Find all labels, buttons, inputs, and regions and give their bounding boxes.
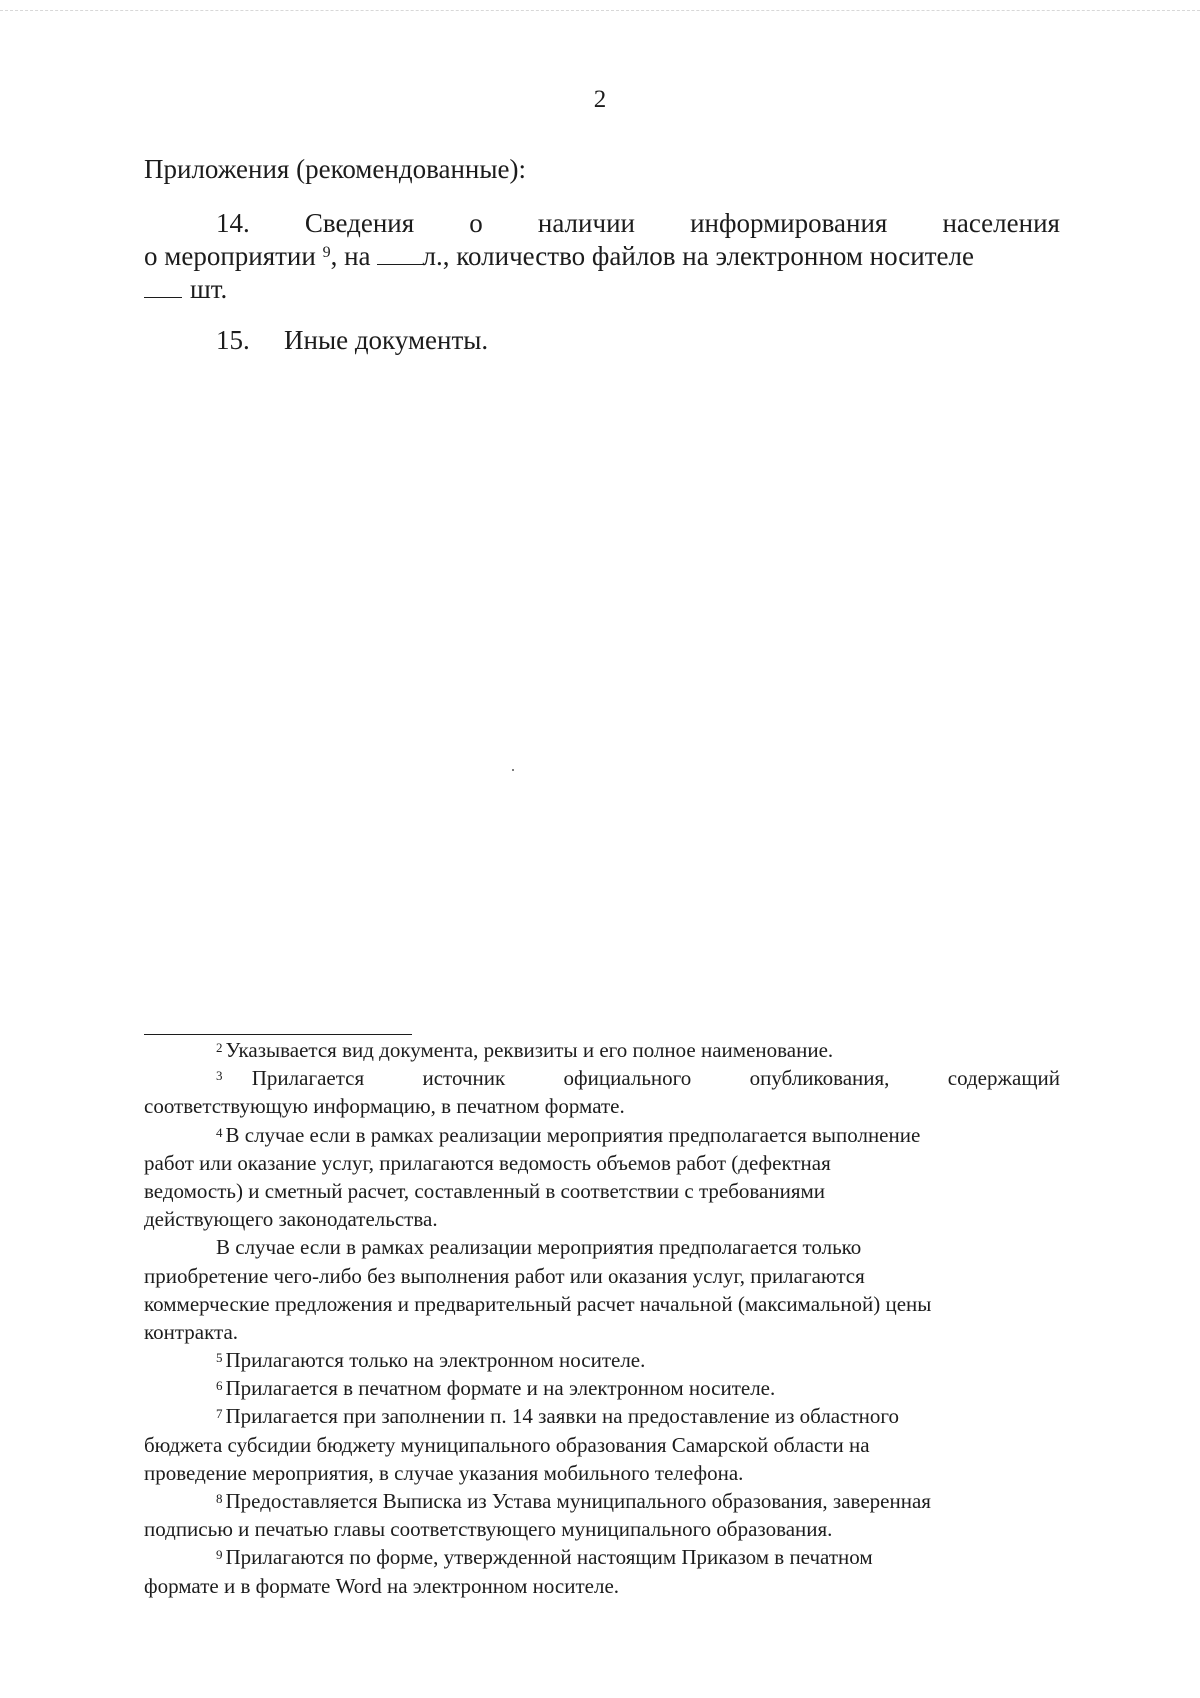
section-heading: Приложения (рекомендованные): xyxy=(144,154,526,184)
footnote-line: соответствующую информацию, в печатном формате. xyxy=(144,1094,625,1119)
item-14-word: населения xyxy=(942,208,1060,238)
item-14-line-1 xyxy=(144,207,1060,240)
footnote-mark: 9 xyxy=(216,1547,223,1563)
footnote-mark: 7 xyxy=(216,1406,223,1422)
footnote-line: подписью и печатью главы соответствующего муниципального образования. xyxy=(144,1517,833,1542)
item-15-line xyxy=(144,324,1060,357)
footnote-9 xyxy=(144,1543,1060,1571)
item-14-text: , на xyxy=(330,241,371,271)
item-14-line-2-start xyxy=(144,240,974,273)
footnote-3 xyxy=(144,1064,1060,1092)
item-14-number: 14. xyxy=(216,208,250,238)
footnote-line: ведомость) и сметный расчет, составленный в соответствии с требованиями xyxy=(144,1178,826,1203)
item-14-text: о мероприятии xyxy=(144,241,316,271)
footnote-8 xyxy=(144,1487,1060,1515)
footnote-mark: 2 xyxy=(216,1040,223,1055)
footnote-word: содержащий xyxy=(947,1066,1060,1091)
footnote-line: бюджета субсидии бюджету муниципального образования Самарской области на xyxy=(144,1432,870,1457)
footnote-7 xyxy=(144,1402,1060,1430)
item-15-text: Иные документы. xyxy=(284,325,489,355)
footnote-word: официального xyxy=(563,1066,692,1091)
item-14-text: л., количество файлов на электронном носителе xyxy=(422,241,974,271)
item-14-line-2 xyxy=(144,240,1060,273)
item-14 xyxy=(144,207,1060,306)
footnote-2 xyxy=(144,1036,1060,1064)
item-14-word: Сведения xyxy=(304,208,415,238)
footnote-mark: 3 xyxy=(216,1068,223,1084)
scan-speck xyxy=(512,769,514,771)
footnote-line: действующего законодательства. xyxy=(144,1207,438,1232)
footnote-mark: 5 xyxy=(216,1350,223,1366)
item-14-word: о xyxy=(469,208,483,238)
footnote-text: Прилагаются по форме, утвержденной настоящим Приказом в печатном xyxy=(225,1545,873,1570)
item-15 xyxy=(144,324,1060,357)
footnotes xyxy=(144,1036,1060,1600)
footnote-word: опубликования, xyxy=(749,1066,890,1091)
sheets-count-blank xyxy=(377,242,423,265)
footnote-line: В случае если в рамках реализации мероприятия предполагается только xyxy=(216,1235,862,1260)
files-count-blank xyxy=(144,275,182,298)
footnote-5 xyxy=(144,1346,1060,1374)
footnote-text: Прилагается при заполнении п. 14 заявки на предоставление из областного xyxy=(225,1404,899,1429)
footnote-separator xyxy=(144,1034,412,1035)
footnote-line: контракта. xyxy=(144,1319,239,1344)
footnote-text: Прилагаются только на электронном носителе. xyxy=(225,1348,646,1373)
footnote-line: работ или оказание услуг, прилагаются ведомость объемов работ (дефектная xyxy=(144,1150,831,1175)
footnote-mark: 8 xyxy=(216,1491,223,1506)
footnote-6 xyxy=(144,1374,1060,1402)
footnote-4 xyxy=(144,1121,1060,1149)
footnote-text: Предоставляется Выписка из Устава муниципального образования, заверенная xyxy=(225,1489,931,1513)
page-number: 2 xyxy=(593,86,607,113)
item-15-number: 15. xyxy=(216,325,250,355)
footnote-word xyxy=(216,1064,364,1095)
item-14-word: информирования xyxy=(690,208,888,238)
footnote-text: В случае если в рамках реализации мероприятия предполагается выполнение xyxy=(225,1122,921,1147)
scan-top-edge xyxy=(0,10,1200,11)
footnote-text: Указывается вид документа, реквизиты и его полное наименование. xyxy=(225,1038,834,1062)
footnote-word: источник xyxy=(422,1066,506,1091)
item-14-line-3 xyxy=(144,273,1060,306)
footnote-word-text: Прилагается xyxy=(251,1066,365,1091)
footnote-line: проведение мероприятия, в случае указания мобильного телефона. xyxy=(144,1460,744,1485)
footnote-text: Прилагается в печатном формате и на электронном носителе. xyxy=(225,1376,776,1401)
item-14-text: шт. xyxy=(190,274,228,304)
item-14-word: наличии xyxy=(537,208,635,238)
footnote-mark: 6 xyxy=(216,1378,223,1394)
footnote-mark: 4 xyxy=(216,1124,223,1140)
footnote-line: приобретение чего-либо без выполнения работ или оказания услуг, прилагаются xyxy=(144,1263,865,1288)
footnote-line: формате и в формате Word на электронном носителе. xyxy=(144,1573,620,1598)
footnote-ref-9: 9 xyxy=(322,244,331,261)
footnote-line: коммерческие предложения и предварительный расчет начальной (максимальной) цены xyxy=(144,1291,932,1316)
